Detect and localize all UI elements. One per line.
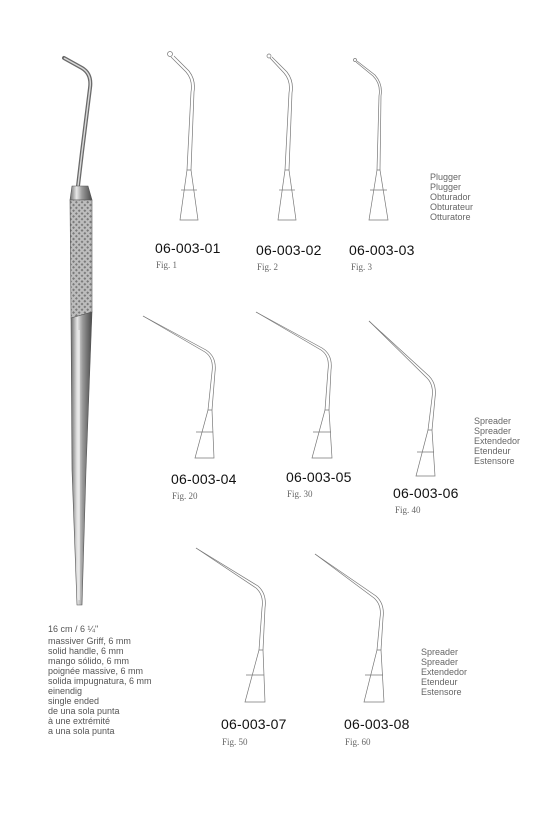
legend-line: Extendedor <box>421 667 468 677</box>
legend-line: Obturador <box>430 192 471 202</box>
part-number-06-003-06: 06-003-06 <box>393 485 459 501</box>
spec-ends-line: à une extrémité <box>48 716 111 726</box>
spec-handle-line: poignée massive, 6 mm <box>48 666 144 676</box>
part-number-06-003-03: 06-003-03 <box>349 242 415 258</box>
spec-length: 16 cm / 6 ¼" <box>48 624 99 634</box>
part-number-06-003-01: 06-003-01 <box>155 240 221 256</box>
legend-line: Plugger <box>430 182 462 192</box>
fig-label-40: Fig. 40 <box>395 505 421 515</box>
part-number-06-003-05: 06-003-05 <box>286 469 352 485</box>
legend-line: Spreader <box>474 426 512 436</box>
legend-spreader-1 <box>474 416 520 466</box>
spec-ends-line: de una sola punta <box>48 706 120 716</box>
spreader-drawings-row2 <box>196 548 384 702</box>
fig-label-50: Fig. 50 <box>222 737 248 747</box>
spec-block <box>48 624 152 736</box>
legend-line: Spreader <box>421 657 459 667</box>
spec-ends-line: single ended <box>48 696 100 706</box>
fig-label-60: Fig. 60 <box>345 737 371 747</box>
fig-label-30: Fig. 30 <box>287 489 313 499</box>
fig-label-2: Fig. 2 <box>257 262 279 272</box>
legend-line: Extendedor <box>474 436 521 446</box>
fig-label-20: Fig. 20 <box>172 491 198 501</box>
legend-line: Spreader <box>474 416 512 426</box>
part-number-06-003-08: 06-003-08 <box>344 716 410 732</box>
legend-plugger <box>430 172 473 222</box>
spec-ends-line: a una sola punta <box>48 726 115 736</box>
legend-line: Etendeur <box>421 677 458 687</box>
spec-handle-line: solid handle, 6 mm <box>48 646 124 656</box>
plugger-drawings <box>168 52 389 221</box>
legend-line: Estensore <box>421 687 462 697</box>
part-number-06-003-02: 06-003-02 <box>256 242 322 258</box>
part-number-06-003-07: 06-003-07 <box>221 716 287 732</box>
part-number-06-003-04: 06-003-04 <box>171 471 237 487</box>
legend-spreader-2 <box>421 647 467 697</box>
legend-line: Estensore <box>474 456 515 466</box>
legend-line: Spreader <box>421 647 459 657</box>
full-instrument-photo <box>64 58 92 605</box>
spec-handle-line: mango sólido, 6 mm <box>48 656 130 666</box>
legend-line: Etendeur <box>474 446 511 456</box>
legend-line: Plugger <box>430 172 462 182</box>
fig-label-1: Fig. 1 <box>156 260 178 270</box>
legend-line: Obturateur <box>430 202 474 212</box>
fig-label-3: Fig. 3 <box>351 262 373 272</box>
spec-handle-line: massiver Griff, 6 mm <box>48 636 131 646</box>
spec-handle-line: solida impugnatura, 6 mm <box>48 676 152 686</box>
legend-line: Otturatore <box>430 212 471 222</box>
spreader-drawings-row1 <box>143 312 435 476</box>
spec-ends-line: einendig <box>48 686 83 696</box>
